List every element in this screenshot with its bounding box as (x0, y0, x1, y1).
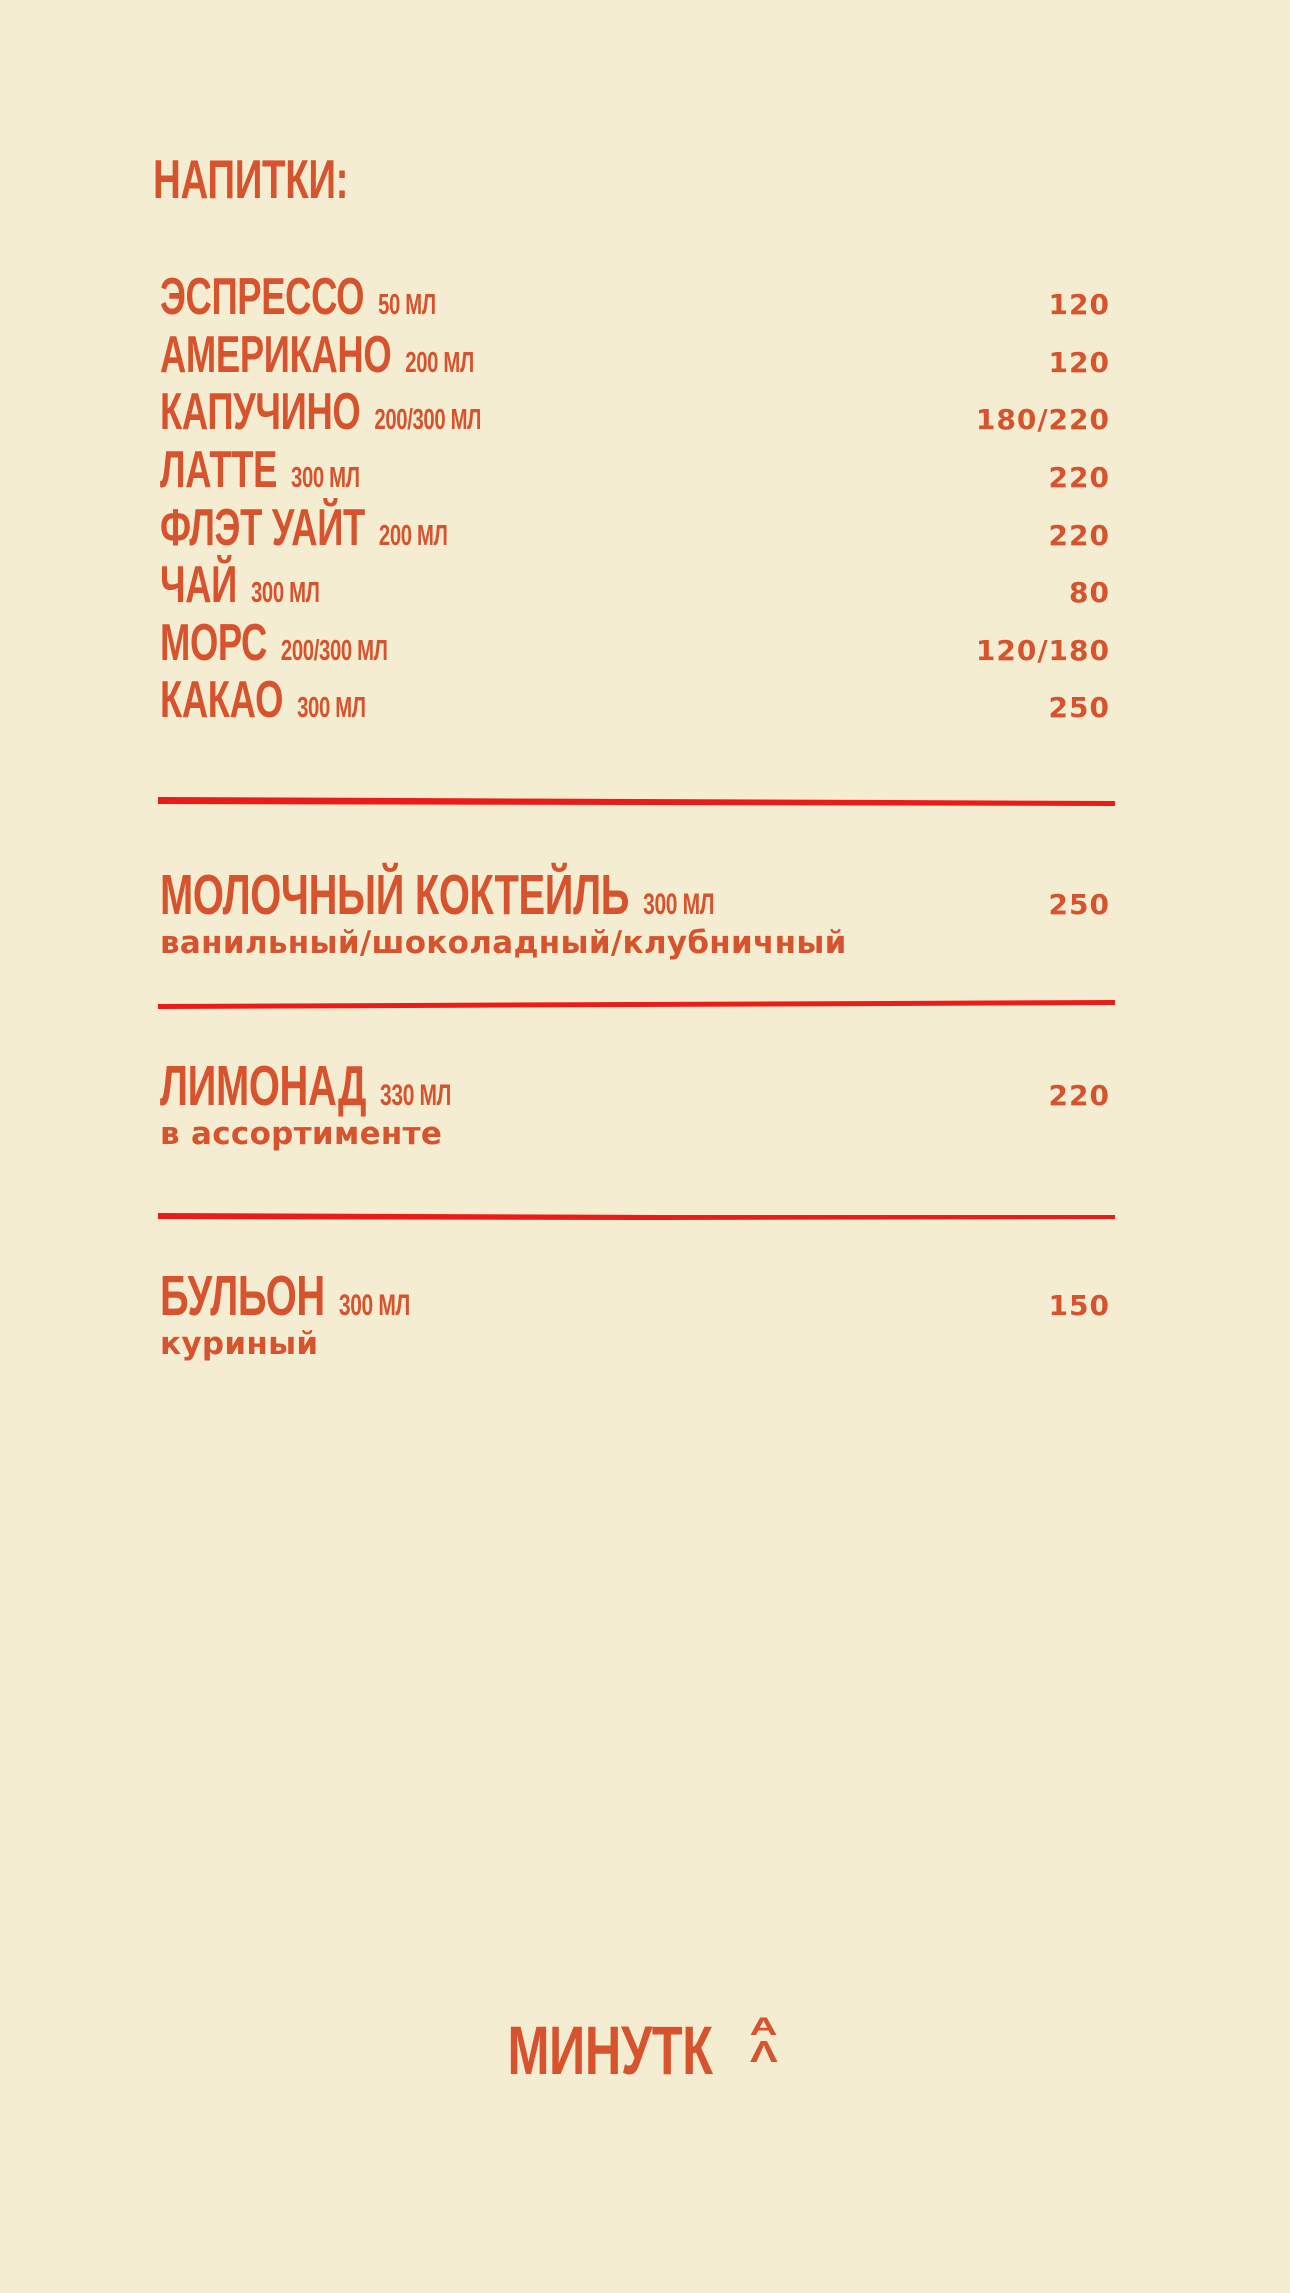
menu-item-cocoa (160, 671, 1110, 732)
section-text (160, 1054, 576, 1154)
divider-line (158, 796, 1115, 808)
item-name: КАКАО (160, 671, 284, 730)
item-price: 220 (1048, 518, 1110, 552)
item-name-size (160, 556, 320, 615)
section-milkshake (160, 863, 1110, 963)
item-size: 200 МЛ (405, 346, 474, 379)
drinks-list (160, 268, 1110, 732)
section-name: ЛИМОНАД (160, 1054, 367, 1118)
divider-line (158, 1211, 1115, 1223)
menu-item-flat-white (160, 498, 1110, 560)
menu-item-cappuccino (160, 383, 1110, 444)
item-size: 200/300 МЛ (280, 634, 388, 667)
brand-logo-stacked-a-icon (745, 2013, 783, 2069)
section-name-size (160, 863, 715, 927)
section-price: 150 (1048, 1289, 1110, 1322)
item-name-size (160, 440, 360, 499)
menu-item-mors (160, 613, 1110, 675)
menu-item-latte (160, 440, 1110, 502)
item-name-size (160, 671, 366, 730)
section-name: МОЛОЧНЫЙ КОКТЕЙЛЬ (160, 863, 630, 927)
item-size: 50 МЛ (378, 289, 436, 321)
section-name: БУЛЬОН (160, 1264, 325, 1328)
section-size: 330 МЛ (380, 1079, 452, 1112)
item-name: МОРС (160, 613, 267, 672)
brand-logo-stack-top: А (749, 2013, 778, 2041)
item-size: 300 МЛ (291, 461, 360, 494)
brand-logo (507, 2012, 782, 2089)
item-size: 300 МЛ (250, 577, 320, 610)
section-name-size (160, 1054, 452, 1118)
item-size: 200/300 МЛ (374, 404, 482, 437)
item-name-size (160, 325, 474, 384)
section-text (160, 1264, 517, 1364)
item-size: 300 МЛ (297, 692, 366, 725)
section-name-size (160, 1264, 410, 1328)
menu-item-tea (160, 556, 1110, 617)
item-price: 120 (1048, 288, 1110, 321)
item-name-size (160, 268, 436, 326)
section-size: 300 МЛ (338, 1289, 410, 1322)
item-name-size (160, 613, 388, 672)
item-name: АМЕРИКАНО (160, 325, 392, 384)
section-text (160, 863, 952, 963)
item-price: 80 (1069, 576, 1110, 610)
section-description: куриный (160, 1326, 319, 1362)
item-name: КАПУЧИНО (160, 383, 361, 442)
item-name: ЧАЙ (160, 556, 237, 615)
page-title: НАПИТКИ: (153, 148, 349, 210)
item-size: 200 МЛ (378, 519, 448, 552)
item-price: 120 (1048, 345, 1110, 379)
item-price: 250 (1048, 691, 1110, 725)
section-price: 250 (1048, 888, 1110, 921)
section-description: в ассортименте (160, 1116, 443, 1152)
menu-item-espresso (160, 268, 1110, 329)
item-name: ЭСПРЕССО (160, 268, 365, 326)
section-description: ванильный/шоколадный/клубничный (160, 925, 847, 961)
item-name-size (160, 383, 482, 442)
item-price: 180/220 (975, 403, 1110, 437)
menu-item-americano (160, 325, 1110, 387)
item-name-size (160, 498, 448, 557)
divider-line (158, 999, 1115, 1011)
item-name: ЛАТТЕ (160, 440, 278, 499)
brand-logo-word: МИНУТК (507, 2012, 713, 2089)
item-name: ФЛЭТ УАЙТ (160, 498, 365, 557)
item-price: 220 (1048, 460, 1110, 494)
item-price: 120/180 (975, 633, 1110, 667)
brand-logo-stack-bottom: Λ (749, 2034, 778, 2069)
section-price: 220 (1048, 1079, 1110, 1112)
section-size: 300 МЛ (643, 888, 715, 921)
section-lemonade (160, 1054, 1110, 1154)
section-broth (160, 1264, 1110, 1364)
